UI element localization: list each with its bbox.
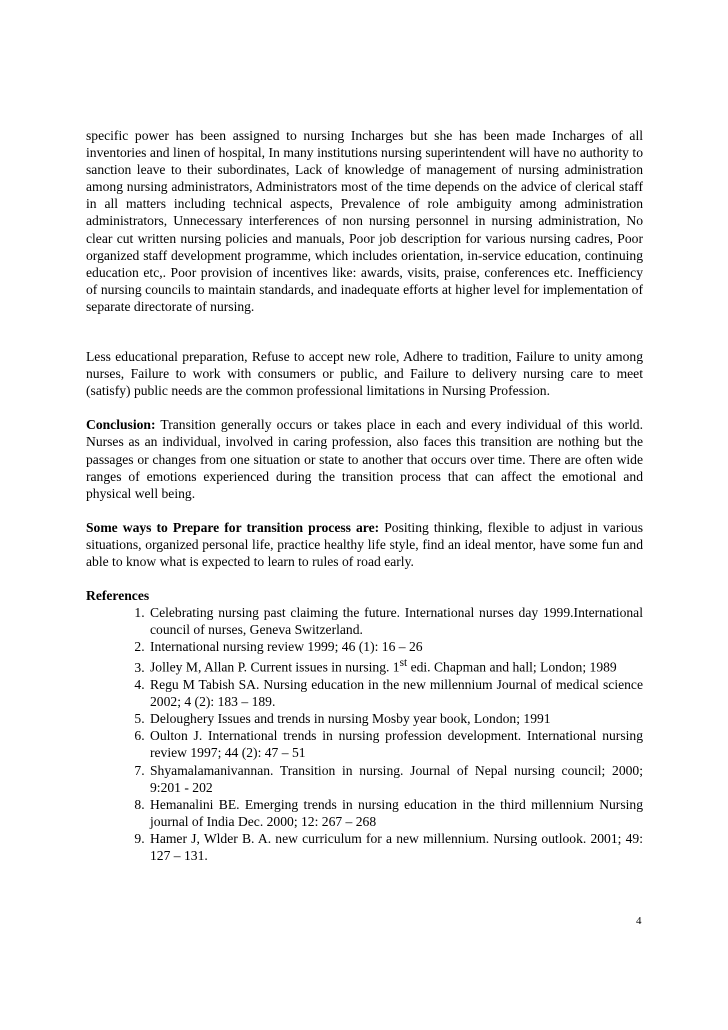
reference-item: 3. Jolley M, Allan P. Current issues in nursing. 1st edi. Chapman and hall; London; 1989	[148, 655, 643, 676]
reference-item: 6. Oulton J. International trends in nursing profession development. International nursing review 1997; 44 (2): 47 – 51	[148, 727, 643, 761]
reference-item: 1. Celebrating nursing past claiming the future. International nurses day 1999.International council of nurses, Geneva Switzerland.	[148, 604, 643, 638]
references-section	[86, 587, 643, 864]
conclusion-text: Transition generally occurs or takes place in each and every individual of this world. Nurses as an individual, involved in caring profession, also faces this transition are nothing but the passages or changes from one situation or state to another that occurs over time. There are often wide ranges of emotions experienced during the transition process that can affect the emotional and physical well being.	[86, 417, 643, 501]
ways-heading: Some ways to Prepare for transition process are:	[86, 519, 380, 535]
reference-item: 2. International nursing review 1999; 46 (1): 16 – 26	[148, 638, 643, 655]
references-heading: References	[86, 588, 150, 604]
superscript: st	[399, 657, 408, 670]
paragraph-conclusion	[86, 416, 643, 501]
reference-item: 8. Hemanalini BE. Emerging trends in nursing education in the third millennium Nursing journal of India Dec. 2000; 12: 267 – 268	[148, 796, 643, 830]
reference-item: 4. Regu M Tabish SA. Nursing education in the new millennium Journal of medical science 2002; 4 (2): 183 – 189.	[148, 676, 643, 710]
reference-item: 9. Hamer J, Wlder B. A. new curriculum for a new millennium. Nursing outlook. 2001; 49: 127 – 131.	[148, 830, 643, 864]
conclusion-heading: Conclusion:	[86, 417, 156, 433]
paragraph-transition-ways	[86, 519, 643, 570]
paragraph-professional-limitations: Less educational preparation, Refuse to accept new role, Adhere to tradition, Failure to unity among nurses, Failure to work with consumers or public, and Failure to delivery nursing care to meet (satisfy) public needs are the common professional limitations in Nursing Profession.	[86, 349, 643, 399]
document-page	[86, 127, 643, 864]
reference-item: 5. Deloughery Issues and trends in nursing Mosby year book, London; 1991	[148, 710, 643, 727]
paragraph-administrative-problems: specific power has been assigned to nursing Incharges but she has been made Incharges of all inventories and linen of hospital, In many institutions nursing superintendent will have no authority to sanction leave to their subordinates, Lack of knowledge of management of nursing administration among nursing administrators, Administrators most of the time depends on the advice of clerical staff in all matters including technical aspects, Prevalence of role ambiguity among administration administrators, Unnecessary interferences of non nursing personnel in nursing administration, No clear cut written nursing policies and manuals, Poor job description for various nursing cadres, Poor organized staff development programme, which includes orientation, in-service education, continuing education etc,. Poor provision of incentives like: awards, visits, praise, conferences etc. Inefficiency of nursing councils to maintain standards, and inadequate efforts at higher level for implementation of separate directorate of nursing.	[86, 128, 643, 314]
reference-item: 7. Shyamalamanivannan. Transition in nursing. Journal of Nepal nursing council; 2000; 9:201 - 202	[148, 762, 643, 796]
page-number: 4	[636, 915, 642, 927]
references-list	[86, 604, 643, 864]
ways-text: Positing thinking, flexible to adjust in various situations, organized personal life, practice healthy life style, find an ideal mentor, have some fun and able to know what is expected to learn to rules of road early.	[86, 519, 644, 569]
